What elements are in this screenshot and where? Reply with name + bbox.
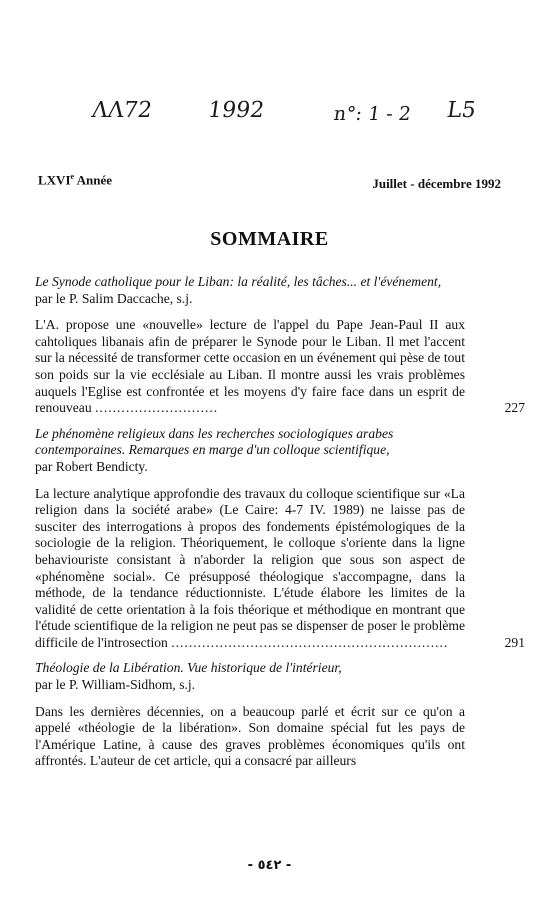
page-title: SOMMAIRE [210, 228, 329, 250]
volume-label [38, 172, 112, 188]
article-summary [35, 704, 465, 770]
page-number: 227 [504, 400, 525, 416]
article-author: par le P. William-Sidhom, s.j. [35, 677, 196, 693]
page-number: 291 [504, 634, 525, 650]
handwritten-note: n°: 1 - 2 [332, 103, 413, 125]
volume-suffix: Année [74, 172, 112, 188]
handwritten-note: L5 [445, 98, 478, 123]
article-summary [35, 317, 525, 417]
article-entry [35, 660, 465, 770]
article-entry [35, 274, 525, 417]
issue-date: Juillet - décembre 1992 [372, 176, 501, 191]
volume-superscript: e [70, 172, 75, 181]
article-summary [35, 485, 525, 652]
article-author: par Robert Bendicty. [35, 458, 148, 474]
leader-dots: ............................................................... [171, 634, 449, 650]
summary-text: L'A. propose une «nouvelle» lecture de l'appel du Pape Jean-Paul II aux cahtoliques libanais afin de préparer le Synode pour le Liban. Il met l'accent sur la nécessité de transformer cette occasion en un événement qui pèse de tout son poids sur la vie ecclésiale au Liban. Il montre aussi les vrais problèmes auquels l'Eglise est confrontée et les moyens d'y faire face dans un esprit de renouveau [35, 317, 465, 416]
summary-text: La lecture analytique approfondie des travaux du colloque scientifique sur «La religion dans la société arabe» (Le Caire: 4-7 IV. 1989) ne laisse pas de susciter des interrogations à propos des fondements épistémologiques de la sociologie de la religion. Théoriquement, le colloque s'oriente dans la ligne behaviouriste consistant à n'aborder la religion que sous son aspect de «phénomène social». Ce présupposé théologique s'accompagne, dans la méthode, de la tendance réductionniste. L'étude élabore les limites de la validité de cette orientation à la fois théorique et méthodique en montrant que l'étude scientifique de la religion ne peut pas se dispenser de poser le problème difficile de l'introsection [35, 485, 465, 650]
leader-dots: ............................ [95, 400, 219, 416]
volume-number: LXVI [38, 172, 71, 188]
article-title: Théologie de la Libération. Vue historique de l'intérieur, [35, 660, 342, 676]
handwritten-note: ΛΛ72 [90, 98, 154, 123]
article-author: par le P. Salim Daccache, s.j. [35, 290, 193, 306]
handwritten-note: 1992 [206, 98, 266, 123]
table-of-contents [35, 274, 525, 779]
summary-text: Dans les dernières décennies, on a beaucoup parlé et écrit sur ce qu'on a appelé «théologie de la libération». Son domaine spécial fut les pays de l'Amérique Latine, à cause des graves problèmes économiques qu'ils ont affrontés. L'auteur de cet article, qui a consacré par ailleurs [35, 703, 465, 769]
article-title: Le phénomène religieux dans les recherches sociologiques arabes contemporaines. Remarques en marge d'un colloque scientifique, [35, 425, 394, 458]
article-title: Le Synode catholique pour le Liban: la réalité, les tâches... et l'événement, [35, 274, 442, 289]
article-entry [35, 425, 525, 652]
page-footer-number: - ٥٤٢ - [247, 858, 292, 873]
